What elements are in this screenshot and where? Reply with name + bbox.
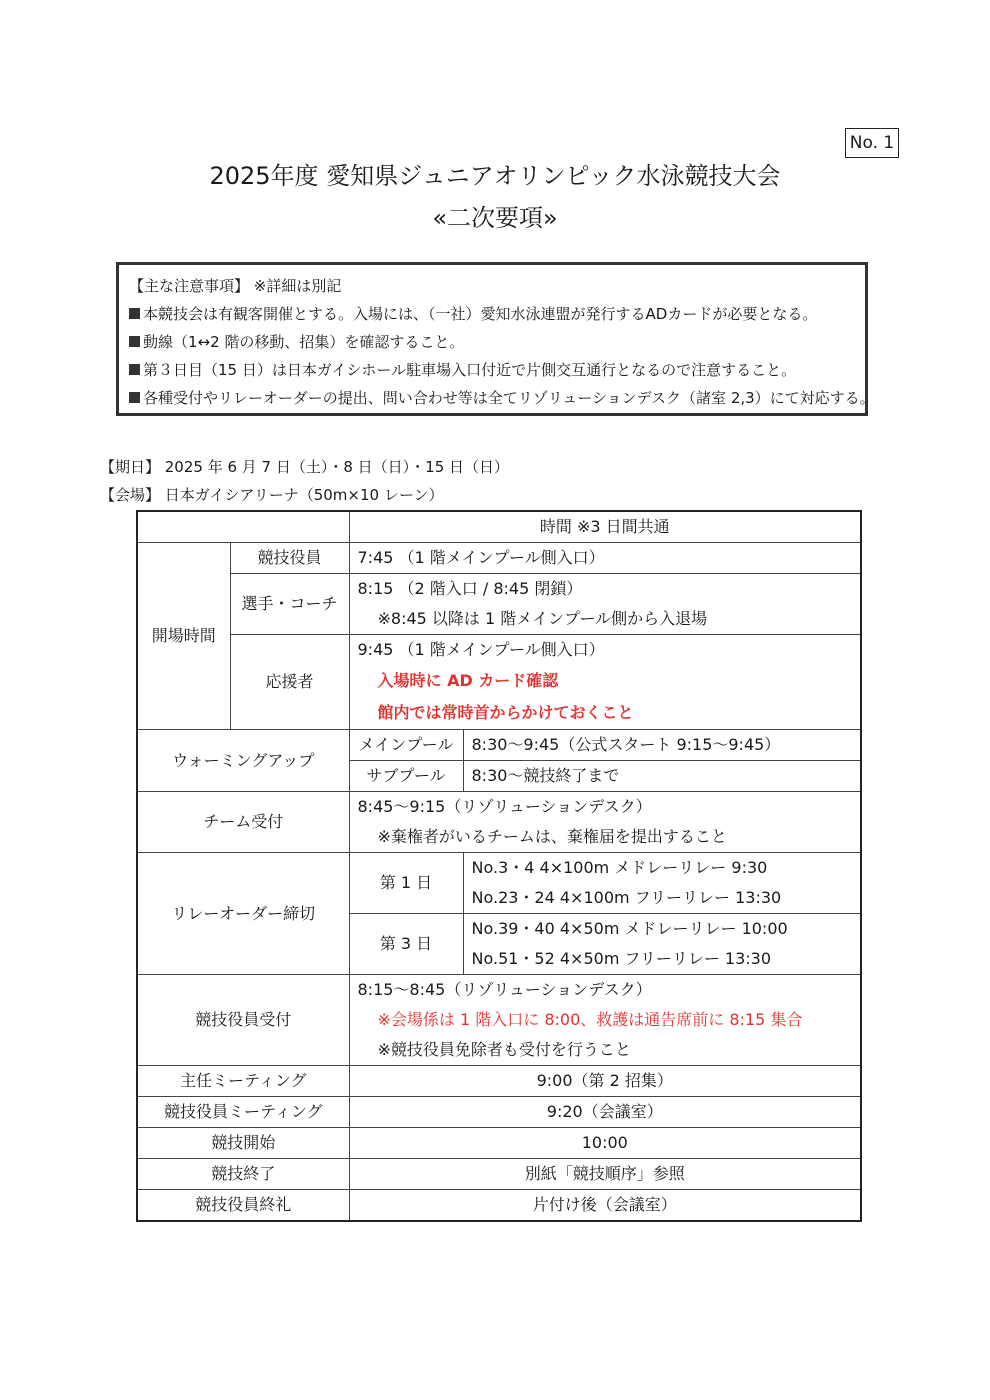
team-reception-label: チーム受付	[137, 792, 349, 853]
notice-item: 第３日目（15 日）は日本ガイシホール駐車場入口付近で片側交互通行となるので注意すること。	[129, 356, 855, 384]
supporters-time: 9:45 （1 階メインプール側入口）	[349, 635, 861, 666]
schedule-table	[136, 510, 862, 1222]
relay-day1-label: 第 1 日	[349, 853, 463, 914]
table-row	[137, 511, 861, 543]
table-row	[137, 853, 861, 914]
official-reception-note: ※競技役員免除者も受付を行うこと	[377, 1040, 631, 1059]
row-value: 片付け後（会議室）	[349, 1190, 861, 1222]
page-subtitle: «二次要項»	[432, 204, 558, 232]
opening-label: 開場時間	[137, 543, 230, 730]
relay-day3-row: No.51・52 4×50m フリーリレー 13:30	[471, 949, 772, 968]
row-value: 別紙「競技順序」参照	[349, 1159, 861, 1190]
swimmers-note: ※8:45 以降は 1 階メインプール側から入退場	[377, 609, 708, 628]
officials-label: 競技役員	[230, 543, 349, 574]
table-row	[137, 1097, 861, 1128]
page-number: No. 1	[845, 128, 899, 158]
row-label: 競技役員終礼	[137, 1190, 349, 1222]
event-date: 【期日】 2025 年 6 月 7 日（土）・8 日（日）・15 日（日）	[100, 458, 510, 476]
row-value: 9:20（会議室）	[349, 1097, 861, 1128]
table-row	[137, 730, 861, 761]
main-pool-label: メインプール	[349, 730, 463, 761]
sub-pool-time: 8:30～競技終了まで	[463, 761, 861, 792]
warmup-label: ウォーミングアップ	[137, 730, 349, 792]
notice-item: 動線（1↔2 階の移動、招集）を確認すること。	[129, 328, 855, 356]
event-venue: 【会場】 日本ガイシアリーナ（50m×10 レーン）	[100, 486, 444, 504]
main-pool-time: 8:30～9:45（公式スタート 9:15～9:45）	[463, 730, 861, 761]
square-bullet-icon	[129, 364, 140, 375]
relay-day3-row: No.39・40 4×50m メドレーリレー 10:00	[471, 919, 788, 938]
relay-day1-row: No.3・4 4×100m メドレーリレー 9:30	[471, 858, 768, 877]
sub-pool-label: サブプール	[349, 761, 463, 792]
official-reception-note-red: 会場係は 1 階入口に 8:00、救護は通告席前に 8:15 集合	[390, 1010, 803, 1029]
page-title: 2025年度 愛知県ジュニアオリンピック水泳競技大会	[209, 162, 781, 190]
table-row	[137, 1159, 861, 1190]
square-bullet-icon	[129, 308, 140, 319]
square-bullet-icon	[129, 336, 140, 347]
table-row	[137, 574, 861, 605]
table-row	[137, 1128, 861, 1159]
square-bullet-icon	[129, 392, 140, 403]
row-label: 競技終了	[137, 1159, 349, 1190]
official-reception-note-mark: ※	[377, 1010, 391, 1029]
row-label: 競技役員ミーティング	[137, 1097, 349, 1128]
schedule-header: 時間 ※3 日間共通	[349, 511, 861, 543]
officials-time: 7:45 （1 階メインプール側入口）	[349, 543, 861, 574]
table-row	[137, 1066, 861, 1097]
notice-item: 本競技会は有観客開催とする。入場には、（一社）愛知水泳連盟が発行するADカードが必要となる。	[129, 300, 855, 328]
row-value: 10:00	[349, 1128, 861, 1159]
notice-heading: 【主な注意事項】	[129, 277, 250, 295]
relay-day3-label: 第 3 日	[349, 914, 463, 975]
row-label: 競技開始	[137, 1128, 349, 1159]
supporters-warning-neck: 館内では常時首からかけておくこと	[377, 703, 634, 722]
team-reception-time: 8:45～9:15（リゾリューションデスク）	[357, 797, 652, 816]
supporters-label: 応援者	[230, 635, 349, 730]
table-row	[137, 792, 861, 853]
notice-box	[116, 262, 875, 416]
table-row	[137, 635, 861, 666]
team-reception-note: ※棄権者がいるチームは、棄権届を提出すること	[377, 827, 727, 846]
row-value: 9:00（第 2 招集）	[349, 1066, 861, 1097]
swimmers-time: 8:15 （2 階入口 / 8:45 閉鎖）	[349, 574, 861, 605]
table-row	[137, 1190, 861, 1222]
official-reception-label: 競技役員受付	[137, 975, 349, 1066]
table-row	[137, 543, 861, 574]
relay-day1-row: No.23・24 4×100m フリーリレー 13:30	[471, 888, 782, 907]
supporters-warning-ad-card: 入場時に AD カード確認	[377, 671, 559, 690]
notice-heading-line	[129, 272, 855, 300]
notice-heading-note: ※詳細は別記	[253, 277, 342, 295]
swimmers-label: 選手・コーチ	[230, 574, 349, 635]
relay-label: リレーオーダー締切	[137, 853, 349, 975]
row-label: 主任ミーティング	[137, 1066, 349, 1097]
official-reception-time: 8:15～8:45（リゾリューションデスク）	[357, 980, 652, 999]
table-row	[137, 975, 861, 1066]
notice-item: 各種受付やリレーオーダーの提出、問い合わせ等は全てリゾリューションデスク（諸室 2,3）にて対応する。	[129, 384, 855, 412]
